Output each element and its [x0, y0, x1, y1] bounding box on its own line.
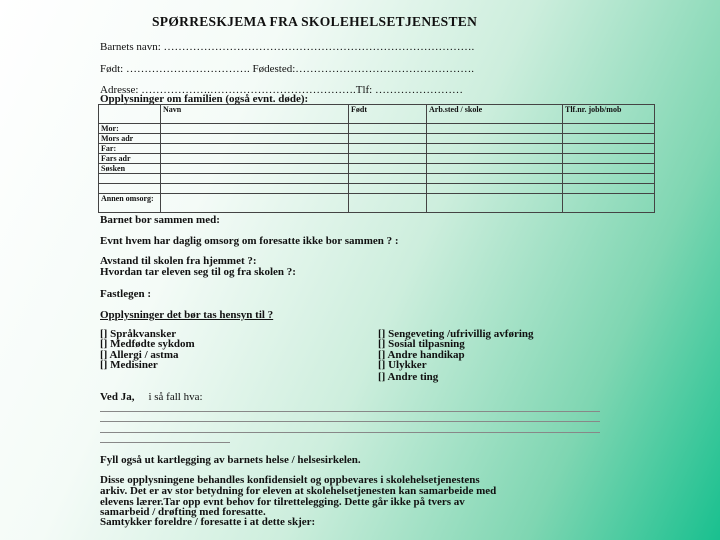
table-cell [161, 174, 349, 184]
table-row [99, 174, 655, 184]
table-cell [161, 144, 349, 154]
answer-line [100, 432, 600, 433]
column-header-navn: Navn [161, 105, 349, 124]
table-cell [563, 134, 655, 144]
question-lives-with: Barnet bor sammen med: [100, 214, 220, 226]
checklist-item-bedwetting: [] Sengeveting /ufrivillig avføring [378, 328, 534, 340]
family-table [98, 104, 655, 213]
table-cell [161, 194, 349, 213]
checklist-item-social: [] Sosial tilpasning [378, 338, 465, 350]
table-cell [161, 184, 349, 194]
table-row [99, 184, 655, 194]
table-cell [563, 154, 655, 164]
table-cell [161, 164, 349, 174]
table-cell [161, 124, 349, 134]
table-cell [563, 184, 655, 194]
checklist-item-accidents: [] Ulykker [378, 359, 427, 371]
table-cell [427, 194, 563, 213]
checklist-item-medication: [] Medisiner [100, 359, 158, 371]
table-cell [563, 194, 655, 213]
table-cell [563, 164, 655, 174]
disclaimer-line: elevens lærer.Tar opp evnt behov for tilrettelegging. Dette går ikke på tvers av [100, 496, 465, 508]
table-row [99, 154, 655, 164]
table-cell [349, 154, 427, 164]
answer-line [100, 421, 600, 422]
table-cell [427, 184, 563, 194]
table-cell [349, 134, 427, 144]
question-distance: Avstand til skolen fra hjemmet ?: [100, 255, 257, 267]
table-cell [349, 184, 427, 194]
family-table-header [99, 105, 655, 124]
if-yes-line [100, 392, 203, 403]
row-label-mors-adr: Mors adr [99, 134, 161, 144]
table-cell [427, 174, 563, 184]
row-label-sosken: Søsken [99, 164, 161, 174]
table-row [99, 124, 655, 134]
table-cell [349, 194, 427, 213]
column-header-arbsted: Arb.sted / skole [427, 105, 563, 124]
table-cell [563, 174, 655, 184]
checklist-item-handicap: [] Andre handikap [378, 349, 465, 361]
table-cell [161, 154, 349, 164]
answer-line [100, 442, 230, 443]
disclaimer-line: arkiv. Det er av stor betydning for eleven at skolehelsetjenesten kan samarbeide med [100, 485, 497, 497]
field-child-name: Barnets navn: …………………………………………………………………………. [100, 41, 475, 53]
row-label-empty [99, 174, 161, 184]
table-cell [427, 124, 563, 134]
column-header [99, 105, 161, 124]
family-heading: Opplysninger om familien (også evnt. døde): [100, 93, 309, 105]
checklist-item-allergy: [] Allergi / astma [100, 349, 179, 361]
row-label-empty [99, 184, 161, 194]
table-cell [349, 174, 427, 184]
health-circle-note: Fyll også ut kartlegging av barnets helse / helsesirkelen. [100, 454, 361, 466]
column-header-tlf: Tlf.nr. jobb/mob [563, 105, 655, 124]
row-label-far: Far: [99, 144, 161, 154]
table-row [99, 164, 655, 174]
table-cell [563, 144, 655, 154]
table-cell [349, 124, 427, 134]
column-header-fodt: Født [349, 105, 427, 124]
answer-line [100, 411, 600, 412]
question-daily-care: Evnt hvem har daglig omsorg om foresatte ikke bor sammen ? : [100, 235, 399, 247]
if-yes-rest: i så fall hva: [148, 391, 203, 403]
checklist-item-other: [] Andre ting [378, 371, 439, 383]
table-row [99, 144, 655, 154]
table-cell [349, 144, 427, 154]
consent-line: Samtykker foreldre / foresatte i at dette skjer: [100, 516, 316, 528]
checklist-item-language: [] Språkvansker [100, 328, 177, 340]
table-row [99, 194, 655, 213]
table-cell [349, 164, 427, 174]
disclaimer-line: Disse opplysningene behandles konfidensielt og oppbevares i skolehelsetjenestens [100, 474, 480, 486]
field-address: Adresse: ……………….………………………………….Tlf: …………………… [100, 84, 463, 96]
table-cell [161, 134, 349, 144]
field-birth: Født: ……………………………. Fødested:…………………………………………. [100, 63, 475, 75]
table-cell [563, 124, 655, 134]
row-label-mor: Mor: [99, 124, 161, 134]
table-cell [427, 144, 563, 154]
row-label-fars-adr: Fars adr [99, 154, 161, 164]
row-label-annen-omsorg: Annen omsorg: [99, 194, 161, 213]
question-considerations: Opplysninger det bør tas hensyn til ? [100, 309, 274, 321]
table-cell [427, 154, 563, 164]
table-cell [427, 164, 563, 174]
table-row [99, 134, 655, 144]
question-gp: Fastlegen : [100, 288, 152, 300]
if-yes-ja: Ja, [120, 391, 135, 403]
table-cell [427, 134, 563, 144]
if-yes-prefix: Ved [100, 391, 121, 403]
question-transport: Hvordan tar eleven seg til og fra skolen ?: [100, 266, 296, 278]
disclaimer-line: samarbeid / drøfting med foresatte. [100, 506, 266, 518]
checklist-item-congenital: [] Medfødte sykdom [100, 338, 195, 350]
page-title: SPØRRESKJEMA FRA SKOLEHELSETJENESTEN [152, 14, 478, 29]
